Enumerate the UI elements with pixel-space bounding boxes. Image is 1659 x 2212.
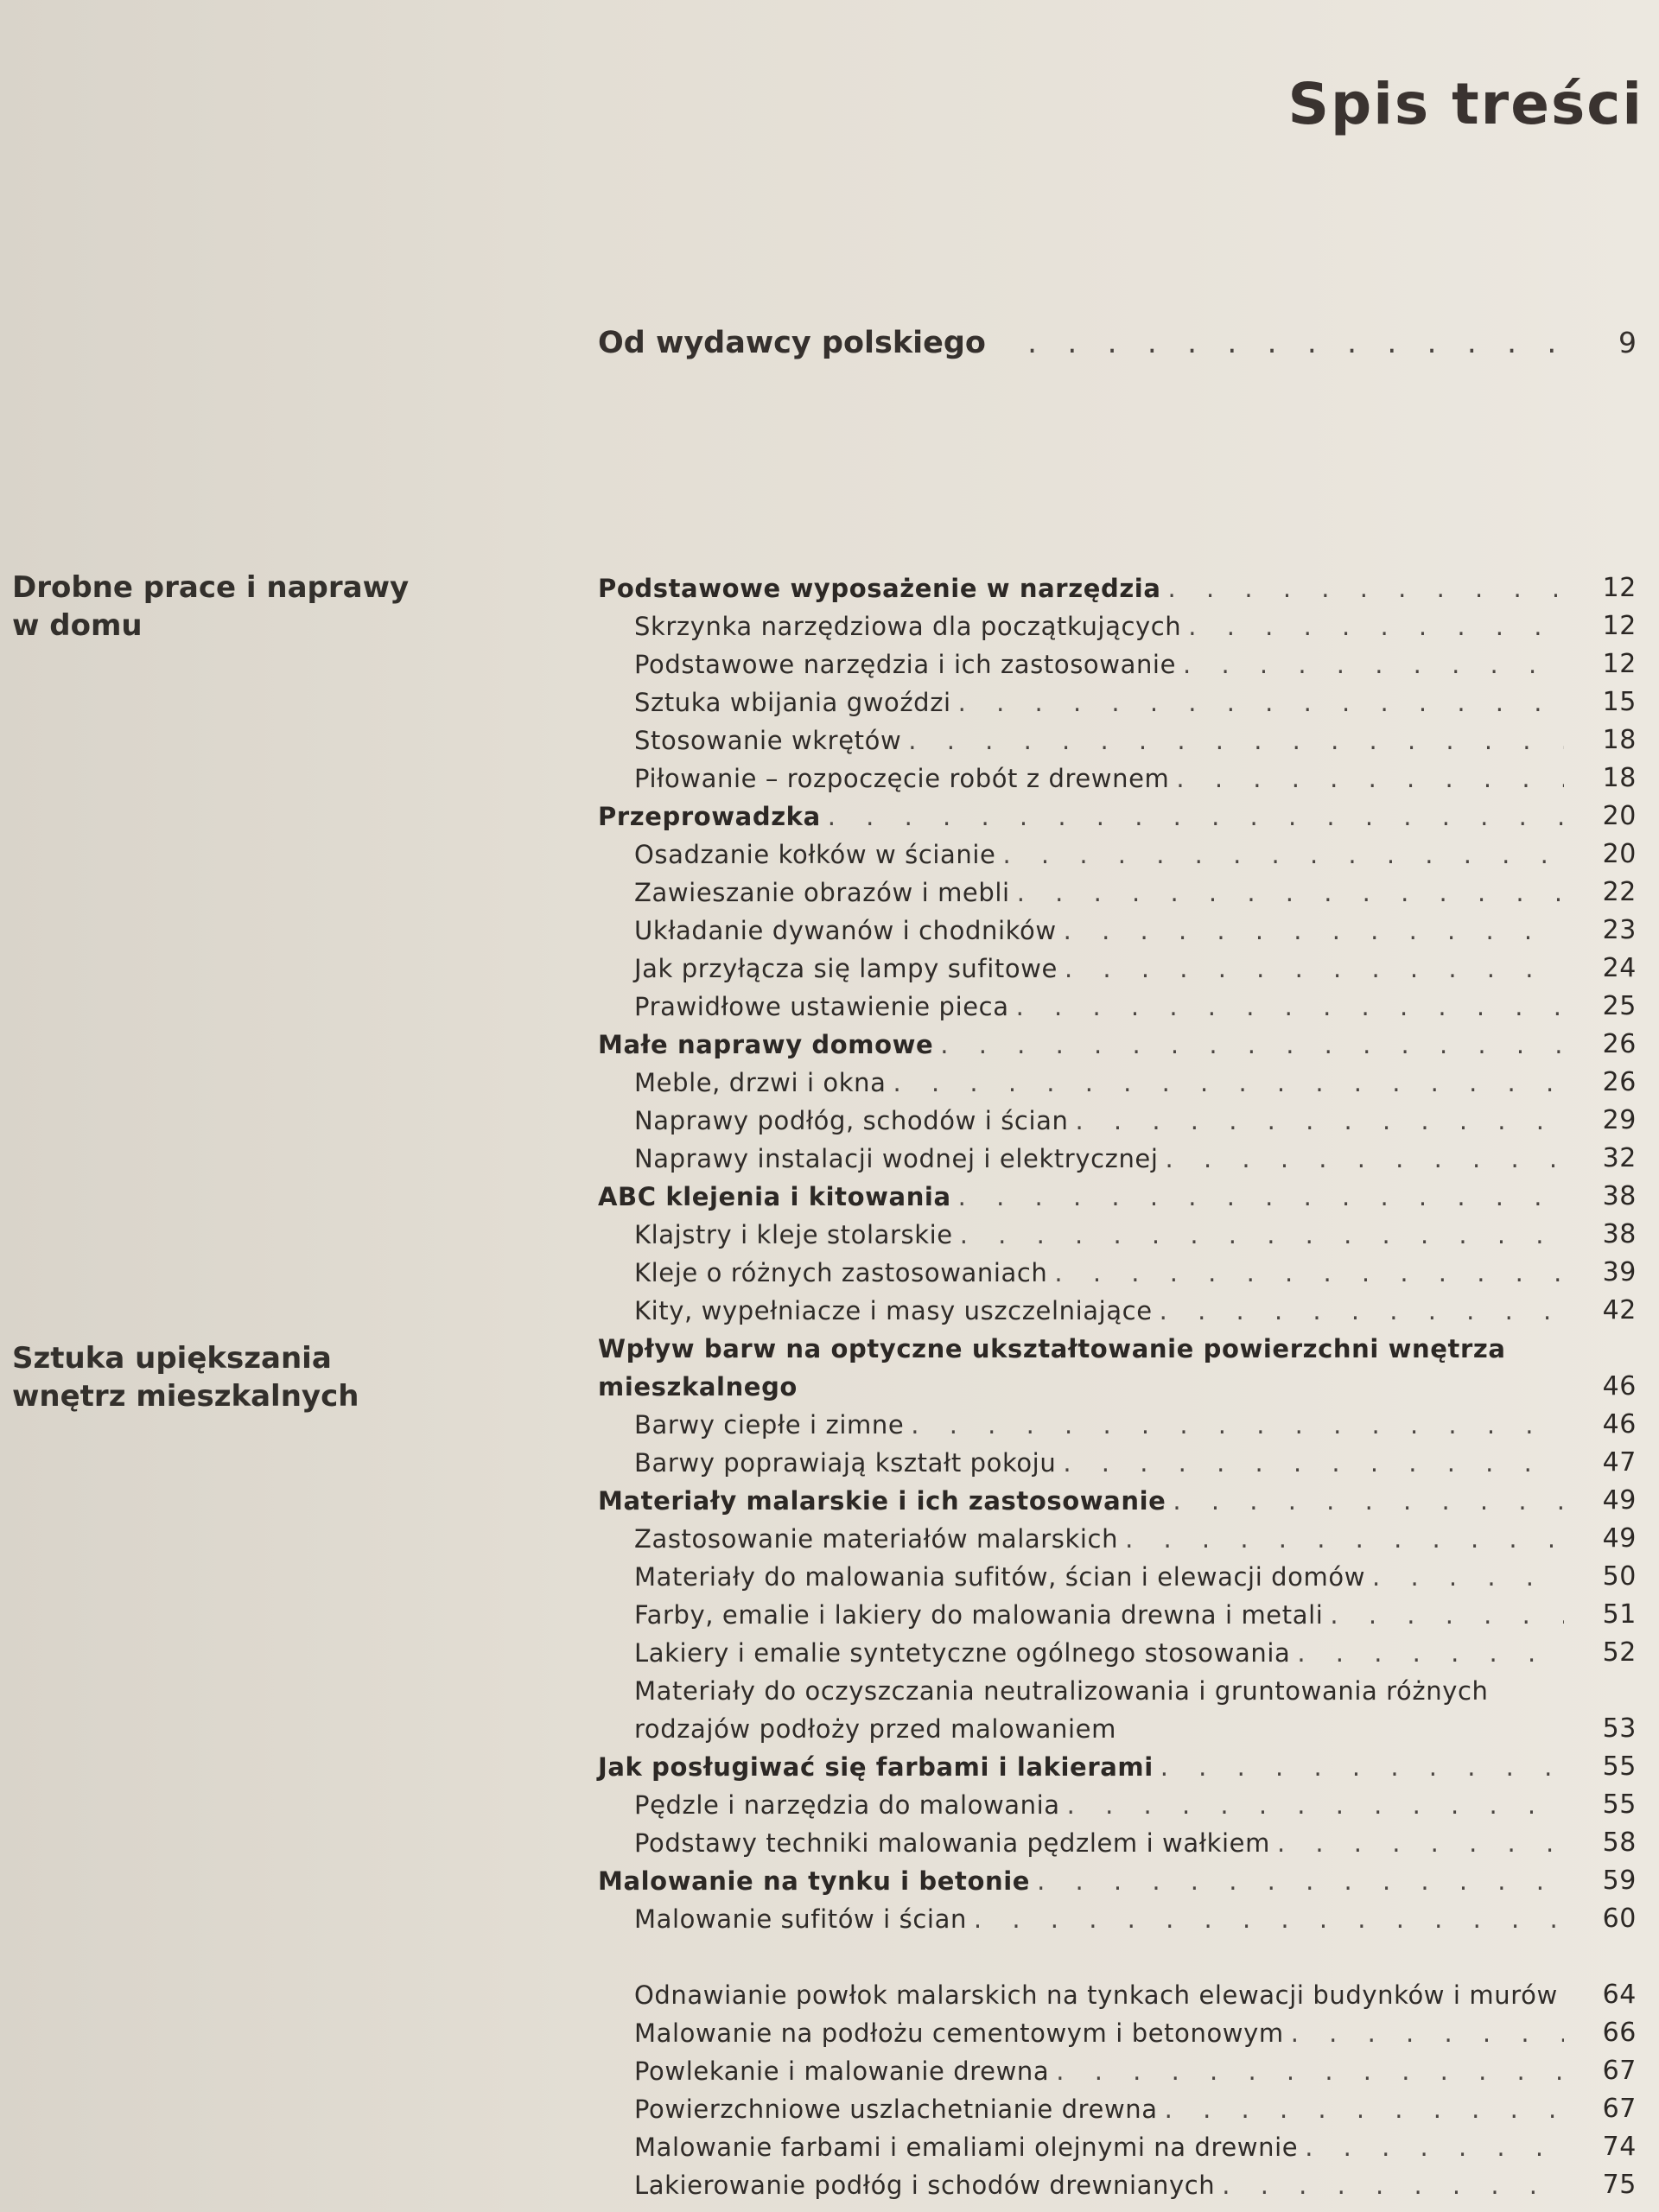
- toc-entry-label: Osadzanie kołków w ścianie: [634, 840, 996, 869]
- toc-chapter-entry: [598, 1862, 1637, 1900]
- dot-leader: [1165, 2090, 1564, 2128]
- toc-entry-page: 74: [1602, 2132, 1637, 2162]
- toc-entry-label: Podstawowe wyposażenie w narzędzia: [598, 574, 1161, 603]
- section-heading-line: Sztuka upiększania: [12, 1341, 332, 1376]
- toc-subentry: [598, 1900, 1637, 1938]
- toc-entry-page: 20: [1602, 801, 1637, 831]
- toc-chapter-entry: [598, 1178, 1637, 1216]
- toc-entry-label: Prawidłowe ustawienie pieca: [634, 992, 1009, 1021]
- dot-leader: [1222, 2166, 1564, 2204]
- toc-entry-label: Sztuka wbijania gwoździ: [634, 688, 951, 717]
- toc-entry-page: 49: [1602, 1485, 1637, 1516]
- toc-entry-page: 32: [1602, 1143, 1637, 1173]
- dot-leader: [1003, 836, 1565, 874]
- toc-subentry: [598, 721, 1637, 760]
- toc-entry-label: Malowanie farbami i emaliami olejnymi na drewnie: [634, 2133, 1299, 2162]
- toc-preface-entry: [598, 326, 1637, 374]
- toc-entry-label: Podstawowe narzędzia i ich zastosowanie: [634, 650, 1177, 679]
- toc-entry-page: 38: [1602, 1181, 1637, 1211]
- toc-entry-page: 46: [1602, 1409, 1637, 1440]
- dot-leader: [1277, 1824, 1564, 1862]
- toc-entry-page: 12: [1602, 611, 1637, 641]
- dot-leader: [1054, 1254, 1564, 1292]
- toc-entry-page: 46: [1602, 1371, 1637, 1402]
- dot-leader: [1183, 645, 1564, 683]
- toc-chapter-entry: [598, 1026, 1637, 1064]
- toc-subentry: [598, 1634, 1637, 1672]
- dot-leader: [1372, 1558, 1564, 1596]
- toc-entry-page: 64: [1602, 1980, 1637, 2010]
- dot-leader: [1063, 1444, 1564, 1482]
- toc-chapter-entry: [598, 569, 1637, 607]
- dot-leader: [893, 1064, 1564, 1102]
- toc-subentry: [598, 1672, 1637, 1748]
- toc-subentry: [598, 1254, 1637, 1292]
- toc-entry-label: Farby, emalie i lakiery do malowania drewna i metali: [634, 1600, 1324, 1630]
- toc-entry-label: Przeprowadzka: [598, 802, 821, 831]
- toc-subentry: [598, 950, 1637, 988]
- toc-subentry: [598, 1596, 1637, 1634]
- dot-leader: [828, 798, 1564, 836]
- toc-entry-page: 47: [1602, 1447, 1637, 1478]
- toc-entry-page: 26: [1602, 1067, 1637, 1097]
- dot-leader: [1166, 1140, 1564, 1178]
- toc-subentry: [598, 836, 1637, 874]
- toc-entry-page: 58: [1602, 1827, 1637, 1858]
- toc-entry-page: 20: [1602, 839, 1637, 869]
- toc-subentry: [598, 1140, 1637, 1178]
- toc-entry-page: 59: [1602, 1866, 1637, 1896]
- toc-entry-page: 66: [1602, 2018, 1637, 2048]
- toc-entry-label: Malowanie na podłożu cementowym i betonowym: [634, 2018, 1284, 2048]
- toc-subentry: [598, 1064, 1637, 1102]
- toc-subentry: [598, 1520, 1637, 1558]
- toc-entry-page: 24: [1602, 953, 1637, 983]
- toc-entry-label: Meble, drzwi i okna: [634, 1068, 887, 1097]
- toc-chapter-entry: [598, 1748, 1637, 1786]
- toc-entry-page: 22: [1602, 877, 1637, 907]
- toc-subentry: [598, 2090, 1637, 2128]
- dot-leader: [1016, 988, 1564, 1026]
- toc-entry-label: Klajstry i kleje stolarskie: [634, 1220, 953, 1249]
- toc-entry-page: 23: [1602, 915, 1637, 945]
- toc-chapter-entry: [598, 798, 1637, 836]
- toc-subentry: [598, 607, 1637, 645]
- toc-entry-page: 39: [1602, 1257, 1637, 1287]
- toc-entry-page: 38: [1602, 1219, 1637, 1249]
- dot-leader: [1017, 874, 1564, 912]
- table-of-contents: [598, 569, 1637, 2204]
- toc-subentry: [598, 1558, 1637, 1596]
- dot-leader: [1027, 326, 1584, 360]
- toc-subentry: [598, 760, 1637, 798]
- toc-entry-label: Zastosowanie materiałów malarskich: [634, 1524, 1119, 1554]
- dot-leader: [1176, 760, 1564, 798]
- dot-leader: [1291, 2014, 1564, 2052]
- toc-subentry: [598, 645, 1637, 683]
- toc-entry-page: 75: [1602, 2170, 1637, 2200]
- toc-entry-label: Kity, wypełniacze i masy uszczelniające: [634, 1296, 1153, 1325]
- toc-entry-page: 67: [1602, 2056, 1637, 2086]
- toc-entry-label: Powlekanie i malowanie drewna: [634, 2056, 1050, 2086]
- toc-entry-page: 50: [1602, 1561, 1637, 1592]
- toc-entry-page: 12: [1602, 649, 1637, 679]
- toc-entry-page: 25: [1602, 991, 1637, 1021]
- toc-entry-label: Układanie dywanów i chodników: [634, 916, 1057, 945]
- toc-subentry: [598, 1444, 1637, 1482]
- dot-leader: [960, 1216, 1564, 1254]
- toc-subentry: [598, 2052, 1637, 2090]
- dot-leader: [1173, 1482, 1564, 1520]
- dot-leader: [940, 1026, 1564, 1064]
- toc-entry-label: Od wydawcy polskiego: [598, 326, 986, 360]
- toc-entry-label: Powierzchniowe uszlachetnianie drewna: [634, 2094, 1158, 2124]
- toc-entry-label: Malowanie sufitów i ścian: [634, 1904, 967, 1934]
- toc-entry-page: 53: [1602, 1713, 1637, 1744]
- toc-entry-page: 29: [1602, 1105, 1637, 1135]
- section-heading-repairs: [12, 569, 496, 645]
- toc-entry-label: Jak posługiwać się farbami i lakierami: [598, 1752, 1154, 1782]
- dot-leader: [1125, 1520, 1564, 1558]
- toc-entry-label: Lakiery i emalie syntetyczne ogólnego stosowania: [634, 1638, 1291, 1668]
- toc-subentry: [598, 2014, 1637, 2052]
- toc-entry-page: 67: [1602, 2094, 1637, 2124]
- toc-entry-label: Małe naprawy domowe: [598, 1030, 934, 1059]
- toc-entry-page: 42: [1602, 1295, 1637, 1325]
- toc-entry-label: Odnawianie powłok malarskich na tynkach elewacji budynków i murów: [634, 1980, 1558, 2010]
- toc-subentry: [598, 1216, 1637, 1254]
- dot-leader: [1067, 1786, 1564, 1824]
- toc-entry-page: 12: [1602, 573, 1637, 603]
- toc-subentry: [598, 912, 1637, 950]
- dot-leader: [1330, 1596, 1564, 1634]
- dot-leader: [1188, 607, 1564, 645]
- section-heading-line: Drobne prace i naprawy: [12, 570, 410, 605]
- toc-entry-label: Skrzynka narzędziowa dla początkujących: [634, 612, 1182, 641]
- toc-subentry: [598, 1102, 1637, 1140]
- toc-entry-label: Naprawy instalacji wodnej i elektrycznej: [634, 1144, 1159, 1173]
- toc-entry-page: 9: [1618, 326, 1637, 359]
- toc-subentry: [598, 1938, 1637, 2014]
- section-heading-interiors: [12, 1339, 496, 1415]
- toc-entry-label: Materiały malarskie i ich zastosowanie: [598, 1486, 1166, 1516]
- toc-entry-label: Naprawy podłóg, schodów i ścian: [634, 1106, 1069, 1135]
- dot-leader: [908, 721, 1564, 760]
- toc-subentry: [598, 1406, 1637, 1444]
- dot-leader: [1160, 1292, 1564, 1330]
- toc-entry-label: Wpływ barw na optyczne ukształtowanie powierzchni wnętrza mieszkalnego: [598, 1334, 1506, 1402]
- dot-leader: [958, 1178, 1564, 1216]
- toc-entry-page: 49: [1602, 1523, 1637, 1554]
- dot-leader: [911, 1406, 1564, 1444]
- toc-entry-page: 55: [1602, 1789, 1637, 1820]
- toc-entry-label: Zawieszanie obrazów i mebli: [634, 878, 1010, 907]
- toc-entry-page: 15: [1602, 687, 1637, 717]
- dot-leader: [1064, 912, 1564, 950]
- toc-entry-label: Barwy poprawiają kształt pokoju: [634, 1448, 1057, 1478]
- toc-subentry: [598, 2128, 1637, 2166]
- dot-leader: [958, 683, 1564, 721]
- toc-subentry: [598, 2166, 1637, 2204]
- toc-entry-label: Piłowanie – rozpoczęcie robót z drewnem: [634, 764, 1170, 793]
- dot-leader: [1065, 950, 1564, 988]
- dot-leader: [1160, 1748, 1564, 1786]
- section-heading-line: wnętrz mieszkalnych: [12, 1379, 359, 1414]
- toc-entry-label: Jak przyłącza się lampy sufitowe: [634, 954, 1058, 983]
- toc-entry-label: Podstawy techniki malowania pędzlem i wałkiem: [634, 1828, 1270, 1858]
- toc-subentry: [598, 683, 1637, 721]
- toc-subentry: [598, 988, 1637, 1026]
- toc-entry-page: 60: [1602, 1904, 1637, 1934]
- toc-entry-label: Malowanie na tynku i betonie: [598, 1866, 1031, 1896]
- toc-entry-label: Kleje o różnych zastosowaniach: [634, 1258, 1048, 1287]
- toc-subentry: [598, 1824, 1637, 1862]
- toc-subentry: [598, 1292, 1637, 1330]
- toc-entry-page: 18: [1602, 763, 1637, 793]
- dot-leader: [1075, 1102, 1564, 1140]
- page-title: Spis treści: [1287, 71, 1643, 137]
- dot-leader: [1037, 1862, 1564, 1900]
- toc-chapter-entry: [598, 1330, 1637, 1406]
- toc-entry-label: Stosowanie wkrętów: [634, 726, 902, 755]
- toc-entry-page: 18: [1602, 725, 1637, 755]
- dot-leader: [1056, 2052, 1564, 2090]
- toc-entry-label: ABC klejenia i kitowania: [598, 1182, 951, 1211]
- toc-entry-page: 55: [1602, 1751, 1637, 1782]
- toc-entry-label: Barwy ciepłe i zimne: [634, 1410, 905, 1440]
- toc-chapter-entry: [598, 1482, 1637, 1520]
- dot-leader: [1305, 2128, 1564, 2166]
- toc-entry-page: 26: [1602, 1029, 1637, 1059]
- toc-subentry: [598, 1786, 1637, 1824]
- dot-leader: [1168, 569, 1564, 607]
- toc-entry-label: Materiały do malowania sufitów, ścian i elewacji domów: [634, 1562, 1366, 1592]
- dot-leader: [1297, 1634, 1564, 1672]
- section-heading-line: w domu: [12, 608, 143, 643]
- toc-entry-label: Materiały do oczyszczania neutralizowania i gruntowania różnych rodzajów podłoży przed malowaniem: [634, 1676, 1489, 1744]
- toc-entry-page: 51: [1602, 1599, 1637, 1630]
- toc-subentry: [598, 874, 1637, 912]
- toc-entry-page: 52: [1602, 1637, 1637, 1668]
- toc-entry-label: Lakierowanie podłóg i schodów drewnianych: [634, 2171, 1216, 2200]
- toc-entry-label: Pędzle i narzędzia do malowania: [634, 1790, 1060, 1820]
- dot-leader: [974, 1900, 1564, 1938]
